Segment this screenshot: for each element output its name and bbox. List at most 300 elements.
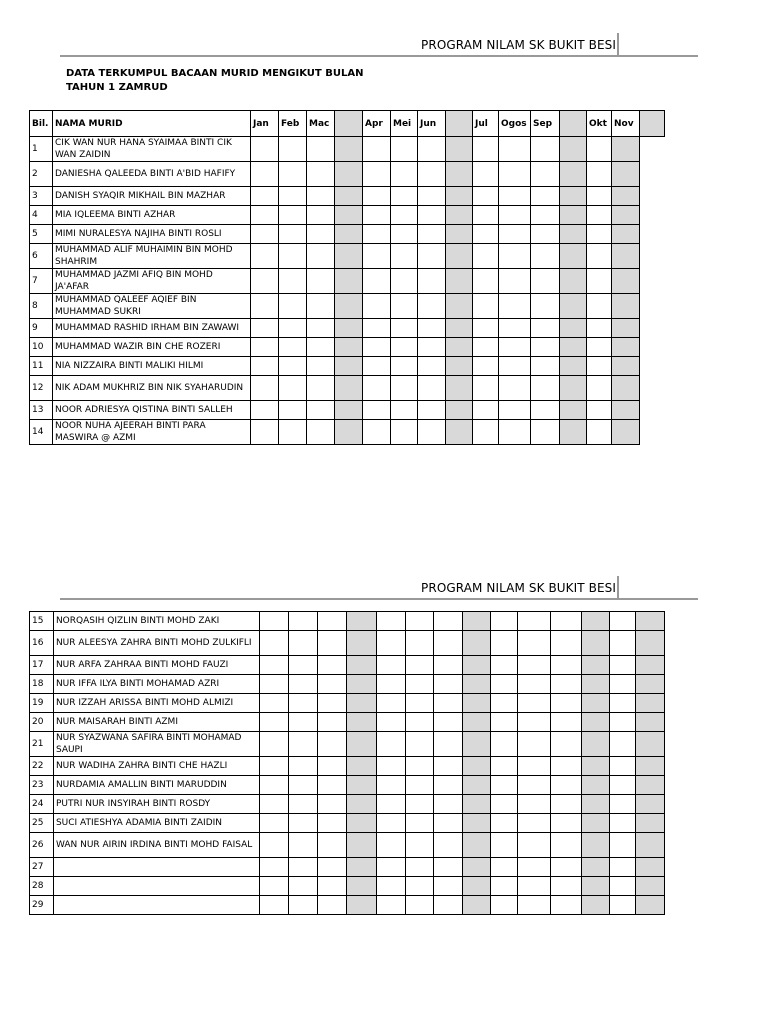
month-cell[interactable] bbox=[376, 795, 405, 814]
month-cell[interactable] bbox=[609, 833, 635, 858]
month-cell[interactable] bbox=[551, 656, 581, 675]
month-cell[interactable] bbox=[499, 162, 531, 187]
month-cell[interactable] bbox=[251, 269, 279, 294]
month-cell[interactable] bbox=[307, 187, 335, 206]
month-cell[interactable] bbox=[335, 244, 363, 269]
month-cell[interactable] bbox=[335, 162, 363, 187]
month-cell[interactable] bbox=[446, 187, 473, 206]
month-cell[interactable] bbox=[446, 206, 473, 225]
month-cell[interactable] bbox=[363, 401, 391, 420]
month-cell[interactable] bbox=[560, 294, 587, 319]
month-cell[interactable] bbox=[551, 675, 581, 694]
month-cell[interactable] bbox=[433, 877, 462, 896]
month-cell[interactable] bbox=[560, 420, 587, 445]
month-cell[interactable] bbox=[581, 877, 609, 896]
month-cell[interactable] bbox=[446, 294, 473, 319]
month-cell[interactable] bbox=[405, 732, 433, 757]
month-cell[interactable] bbox=[260, 631, 289, 656]
month-cell[interactable] bbox=[405, 694, 433, 713]
month-cell[interactable] bbox=[491, 656, 518, 675]
month-cell[interactable] bbox=[587, 225, 612, 244]
month-cell[interactable] bbox=[551, 713, 581, 732]
month-cell[interactable] bbox=[363, 244, 391, 269]
month-cell[interactable] bbox=[518, 833, 551, 858]
month-cell[interactable] bbox=[289, 656, 318, 675]
month-cell[interactable] bbox=[473, 338, 499, 357]
month-cell[interactable] bbox=[499, 137, 531, 162]
month-cell[interactable] bbox=[612, 401, 640, 420]
month-cell[interactable] bbox=[635, 896, 664, 915]
month-cell[interactable] bbox=[635, 814, 664, 833]
month-cell[interactable] bbox=[531, 162, 560, 187]
month-cell[interactable] bbox=[279, 357, 307, 376]
month-cell[interactable] bbox=[462, 877, 490, 896]
month-cell[interactable] bbox=[405, 675, 433, 694]
month-cell[interactable] bbox=[347, 776, 376, 795]
month-cell[interactable] bbox=[405, 757, 433, 776]
month-cell[interactable] bbox=[391, 225, 418, 244]
month-cell[interactable] bbox=[318, 833, 347, 858]
month-cell[interactable] bbox=[347, 896, 376, 915]
month-cell[interactable] bbox=[587, 137, 612, 162]
month-cell[interactable] bbox=[499, 187, 531, 206]
month-cell[interactable] bbox=[462, 896, 490, 915]
month-cell[interactable] bbox=[376, 713, 405, 732]
month-cell[interactable] bbox=[581, 656, 609, 675]
month-cell[interactable] bbox=[587, 269, 612, 294]
month-cell[interactable] bbox=[318, 757, 347, 776]
month-cell[interactable] bbox=[433, 757, 462, 776]
month-cell[interactable] bbox=[347, 858, 376, 877]
month-cell[interactable] bbox=[491, 858, 518, 877]
month-cell[interactable] bbox=[609, 631, 635, 656]
month-cell[interactable] bbox=[518, 694, 551, 713]
month-cell[interactable] bbox=[499, 244, 531, 269]
month-cell[interactable] bbox=[609, 776, 635, 795]
month-cell[interactable] bbox=[560, 225, 587, 244]
month-cell[interactable] bbox=[433, 656, 462, 675]
month-cell[interactable] bbox=[518, 896, 551, 915]
month-cell[interactable] bbox=[418, 225, 446, 244]
month-cell[interactable] bbox=[518, 612, 551, 631]
month-cell[interactable] bbox=[612, 319, 640, 338]
month-cell[interactable] bbox=[335, 420, 363, 445]
month-cell[interactable] bbox=[462, 795, 490, 814]
month-cell[interactable] bbox=[473, 376, 499, 401]
month-cell[interactable] bbox=[491, 877, 518, 896]
month-cell[interactable] bbox=[405, 795, 433, 814]
month-cell[interactable] bbox=[289, 757, 318, 776]
month-cell[interactable] bbox=[318, 694, 347, 713]
month-cell[interactable] bbox=[635, 833, 664, 858]
month-cell[interactable] bbox=[418, 162, 446, 187]
month-cell[interactable] bbox=[279, 269, 307, 294]
month-cell[interactable] bbox=[347, 713, 376, 732]
month-cell[interactable] bbox=[560, 269, 587, 294]
month-cell[interactable] bbox=[609, 656, 635, 675]
month-cell[interactable] bbox=[376, 858, 405, 877]
month-cell[interactable] bbox=[307, 357, 335, 376]
month-cell[interactable] bbox=[318, 612, 347, 631]
month-cell[interactable] bbox=[391, 244, 418, 269]
month-cell[interactable] bbox=[635, 656, 664, 675]
month-cell[interactable] bbox=[260, 795, 289, 814]
month-cell[interactable] bbox=[260, 814, 289, 833]
month-cell[interactable] bbox=[446, 137, 473, 162]
month-cell[interactable] bbox=[499, 294, 531, 319]
month-cell[interactable] bbox=[391, 137, 418, 162]
month-cell[interactable] bbox=[318, 675, 347, 694]
month-cell[interactable] bbox=[560, 376, 587, 401]
month-cell[interactable] bbox=[391, 294, 418, 319]
month-cell[interactable] bbox=[531, 401, 560, 420]
month-cell[interactable] bbox=[335, 187, 363, 206]
month-cell[interactable] bbox=[612, 338, 640, 357]
month-cell[interactable] bbox=[462, 713, 490, 732]
month-cell[interactable] bbox=[609, 675, 635, 694]
month-cell[interactable] bbox=[260, 896, 289, 915]
month-cell[interactable] bbox=[251, 357, 279, 376]
month-cell[interactable] bbox=[405, 776, 433, 795]
month-cell[interactable] bbox=[609, 858, 635, 877]
month-cell[interactable] bbox=[612, 137, 640, 162]
month-cell[interactable] bbox=[391, 357, 418, 376]
month-cell[interactable] bbox=[279, 187, 307, 206]
month-cell[interactable] bbox=[376, 833, 405, 858]
month-cell[interactable] bbox=[405, 833, 433, 858]
month-cell[interactable] bbox=[612, 269, 640, 294]
month-cell[interactable] bbox=[446, 420, 473, 445]
month-cell[interactable] bbox=[473, 225, 499, 244]
month-cell[interactable] bbox=[260, 833, 289, 858]
month-cell[interactable] bbox=[491, 814, 518, 833]
month-cell[interactable] bbox=[581, 795, 609, 814]
month-cell[interactable] bbox=[581, 631, 609, 656]
month-cell[interactable] bbox=[347, 833, 376, 858]
month-cell[interactable] bbox=[446, 319, 473, 338]
month-cell[interactable] bbox=[531, 244, 560, 269]
month-cell[interactable] bbox=[609, 896, 635, 915]
month-cell[interactable] bbox=[307, 294, 335, 319]
month-cell[interactable] bbox=[446, 225, 473, 244]
month-cell[interactable] bbox=[335, 319, 363, 338]
month-cell[interactable] bbox=[251, 187, 279, 206]
month-cell[interactable] bbox=[335, 376, 363, 401]
month-cell[interactable] bbox=[376, 694, 405, 713]
month-cell[interactable] bbox=[462, 833, 490, 858]
month-cell[interactable] bbox=[418, 187, 446, 206]
month-cell[interactable] bbox=[433, 675, 462, 694]
month-cell[interactable] bbox=[307, 319, 335, 338]
month-cell[interactable] bbox=[560, 244, 587, 269]
month-cell[interactable] bbox=[499, 225, 531, 244]
month-cell[interactable] bbox=[635, 631, 664, 656]
month-cell[interactable] bbox=[347, 612, 376, 631]
month-cell[interactable] bbox=[491, 713, 518, 732]
month-cell[interactable] bbox=[560, 206, 587, 225]
month-cell[interactable] bbox=[405, 814, 433, 833]
month-cell[interactable] bbox=[518, 776, 551, 795]
month-cell[interactable] bbox=[560, 187, 587, 206]
month-cell[interactable] bbox=[433, 814, 462, 833]
month-cell[interactable] bbox=[446, 338, 473, 357]
month-cell[interactable] bbox=[307, 206, 335, 225]
month-cell[interactable] bbox=[418, 420, 446, 445]
month-cell[interactable] bbox=[462, 732, 490, 757]
month-cell[interactable] bbox=[279, 420, 307, 445]
month-cell[interactable] bbox=[491, 896, 518, 915]
month-cell[interactable] bbox=[251, 162, 279, 187]
month-cell[interactable] bbox=[635, 795, 664, 814]
month-cell[interactable] bbox=[289, 833, 318, 858]
month-cell[interactable] bbox=[279, 244, 307, 269]
month-cell[interactable] bbox=[587, 162, 612, 187]
month-cell[interactable] bbox=[581, 858, 609, 877]
month-cell[interactable] bbox=[318, 795, 347, 814]
month-cell[interactable] bbox=[491, 833, 518, 858]
month-cell[interactable] bbox=[531, 294, 560, 319]
month-cell[interactable] bbox=[347, 694, 376, 713]
month-cell[interactable] bbox=[612, 420, 640, 445]
month-cell[interactable] bbox=[499, 420, 531, 445]
month-cell[interactable] bbox=[289, 795, 318, 814]
month-cell[interactable] bbox=[473, 187, 499, 206]
month-cell[interactable] bbox=[279, 401, 307, 420]
month-cell[interactable] bbox=[405, 858, 433, 877]
month-cell[interactable] bbox=[531, 420, 560, 445]
month-cell[interactable] bbox=[405, 656, 433, 675]
month-cell[interactable] bbox=[446, 162, 473, 187]
month-cell[interactable] bbox=[335, 401, 363, 420]
month-cell[interactable] bbox=[260, 858, 289, 877]
month-cell[interactable] bbox=[551, 877, 581, 896]
month-cell[interactable] bbox=[462, 656, 490, 675]
month-cell[interactable] bbox=[446, 401, 473, 420]
month-cell[interactable] bbox=[587, 420, 612, 445]
month-cell[interactable] bbox=[376, 631, 405, 656]
month-cell[interactable] bbox=[279, 338, 307, 357]
month-cell[interactable] bbox=[609, 694, 635, 713]
month-cell[interactable] bbox=[491, 612, 518, 631]
month-cell[interactable] bbox=[279, 162, 307, 187]
month-cell[interactable] bbox=[433, 896, 462, 915]
month-cell[interactable] bbox=[260, 776, 289, 795]
month-cell[interactable] bbox=[491, 732, 518, 757]
month-cell[interactable] bbox=[581, 814, 609, 833]
month-cell[interactable] bbox=[587, 338, 612, 357]
month-cell[interactable] bbox=[418, 294, 446, 319]
month-cell[interactable] bbox=[499, 206, 531, 225]
month-cell[interactable] bbox=[405, 896, 433, 915]
month-cell[interactable] bbox=[251, 225, 279, 244]
month-cell[interactable] bbox=[581, 675, 609, 694]
month-cell[interactable] bbox=[405, 612, 433, 631]
month-cell[interactable] bbox=[518, 877, 551, 896]
month-cell[interactable] bbox=[462, 631, 490, 656]
month-cell[interactable] bbox=[391, 162, 418, 187]
month-cell[interactable] bbox=[551, 833, 581, 858]
month-cell[interactable] bbox=[518, 656, 551, 675]
month-cell[interactable] bbox=[462, 612, 490, 631]
month-cell[interactable] bbox=[499, 269, 531, 294]
month-cell[interactable] bbox=[260, 732, 289, 757]
month-cell[interactable] bbox=[491, 694, 518, 713]
month-cell[interactable] bbox=[363, 294, 391, 319]
month-cell[interactable] bbox=[581, 612, 609, 631]
month-cell[interactable] bbox=[260, 713, 289, 732]
month-cell[interactable] bbox=[433, 732, 462, 757]
month-cell[interactable] bbox=[433, 631, 462, 656]
month-cell[interactable] bbox=[318, 713, 347, 732]
month-cell[interactable] bbox=[612, 225, 640, 244]
month-cell[interactable] bbox=[391, 376, 418, 401]
month-cell[interactable] bbox=[473, 357, 499, 376]
month-cell[interactable] bbox=[462, 757, 490, 776]
month-cell[interactable] bbox=[433, 833, 462, 858]
month-cell[interactable] bbox=[347, 877, 376, 896]
month-cell[interactable] bbox=[560, 162, 587, 187]
month-cell[interactable] bbox=[347, 814, 376, 833]
month-cell[interactable] bbox=[635, 858, 664, 877]
month-cell[interactable] bbox=[635, 776, 664, 795]
month-cell[interactable] bbox=[289, 631, 318, 656]
month-cell[interactable] bbox=[376, 675, 405, 694]
month-cell[interactable] bbox=[376, 814, 405, 833]
month-cell[interactable] bbox=[289, 858, 318, 877]
month-cell[interactable] bbox=[473, 137, 499, 162]
month-cell[interactable] bbox=[318, 776, 347, 795]
month-cell[interactable] bbox=[491, 675, 518, 694]
month-cell[interactable] bbox=[318, 877, 347, 896]
month-cell[interactable] bbox=[307, 225, 335, 244]
month-cell[interactable] bbox=[251, 137, 279, 162]
month-cell[interactable] bbox=[363, 206, 391, 225]
month-cell[interactable] bbox=[581, 713, 609, 732]
month-cell[interactable] bbox=[518, 795, 551, 814]
month-cell[interactable] bbox=[635, 694, 664, 713]
month-cell[interactable] bbox=[363, 357, 391, 376]
month-cell[interactable] bbox=[260, 694, 289, 713]
month-cell[interactable] bbox=[473, 294, 499, 319]
month-cell[interactable] bbox=[560, 401, 587, 420]
month-cell[interactable] bbox=[307, 269, 335, 294]
month-cell[interactable] bbox=[318, 631, 347, 656]
month-cell[interactable] bbox=[418, 338, 446, 357]
month-cell[interactable] bbox=[551, 694, 581, 713]
month-cell[interactable] bbox=[551, 612, 581, 631]
month-cell[interactable] bbox=[551, 757, 581, 776]
month-cell[interactable] bbox=[418, 137, 446, 162]
month-cell[interactable] bbox=[635, 732, 664, 757]
month-cell[interactable] bbox=[376, 656, 405, 675]
month-cell[interactable] bbox=[251, 420, 279, 445]
month-cell[interactable] bbox=[363, 162, 391, 187]
month-cell[interactable] bbox=[289, 713, 318, 732]
month-cell[interactable] bbox=[499, 338, 531, 357]
month-cell[interactable] bbox=[531, 187, 560, 206]
month-cell[interactable] bbox=[551, 858, 581, 877]
month-cell[interactable] bbox=[318, 732, 347, 757]
month-cell[interactable] bbox=[289, 896, 318, 915]
month-cell[interactable] bbox=[418, 357, 446, 376]
month-cell[interactable] bbox=[376, 612, 405, 631]
month-cell[interactable] bbox=[446, 376, 473, 401]
month-cell[interactable] bbox=[531, 225, 560, 244]
month-cell[interactable] bbox=[363, 376, 391, 401]
month-cell[interactable] bbox=[347, 732, 376, 757]
month-cell[interactable] bbox=[531, 206, 560, 225]
month-cell[interactable] bbox=[433, 612, 462, 631]
month-cell[interactable] bbox=[391, 187, 418, 206]
month-cell[interactable] bbox=[307, 420, 335, 445]
month-cell[interactable] bbox=[518, 631, 551, 656]
month-cell[interactable] bbox=[418, 244, 446, 269]
month-cell[interactable] bbox=[491, 631, 518, 656]
month-cell[interactable] bbox=[418, 319, 446, 338]
month-cell[interactable] bbox=[347, 656, 376, 675]
month-cell[interactable] bbox=[347, 631, 376, 656]
month-cell[interactable] bbox=[491, 757, 518, 776]
month-cell[interactable] bbox=[587, 206, 612, 225]
month-cell[interactable] bbox=[433, 795, 462, 814]
month-cell[interactable] bbox=[612, 206, 640, 225]
month-cell[interactable] bbox=[491, 795, 518, 814]
month-cell[interactable] bbox=[251, 206, 279, 225]
month-cell[interactable] bbox=[560, 338, 587, 357]
month-cell[interactable] bbox=[260, 656, 289, 675]
month-cell[interactable] bbox=[405, 877, 433, 896]
month-cell[interactable] bbox=[318, 656, 347, 675]
month-cell[interactable] bbox=[612, 376, 640, 401]
month-cell[interactable] bbox=[347, 757, 376, 776]
month-cell[interactable] bbox=[609, 757, 635, 776]
month-cell[interactable] bbox=[560, 137, 587, 162]
month-cell[interactable] bbox=[473, 420, 499, 445]
month-cell[interactable] bbox=[499, 357, 531, 376]
month-cell[interactable] bbox=[581, 896, 609, 915]
month-cell[interactable] bbox=[335, 269, 363, 294]
month-cell[interactable] bbox=[587, 357, 612, 376]
month-cell[interactable] bbox=[612, 244, 640, 269]
month-cell[interactable] bbox=[363, 420, 391, 445]
month-cell[interactable] bbox=[462, 814, 490, 833]
month-cell[interactable] bbox=[405, 631, 433, 656]
month-cell[interactable] bbox=[587, 376, 612, 401]
month-cell[interactable] bbox=[289, 675, 318, 694]
month-cell[interactable] bbox=[376, 877, 405, 896]
month-cell[interactable] bbox=[363, 338, 391, 357]
month-cell[interactable] bbox=[418, 269, 446, 294]
month-cell[interactable] bbox=[531, 269, 560, 294]
month-cell[interactable] bbox=[335, 357, 363, 376]
month-cell[interactable] bbox=[418, 376, 446, 401]
month-cell[interactable] bbox=[260, 877, 289, 896]
month-cell[interactable] bbox=[318, 814, 347, 833]
month-cell[interactable] bbox=[609, 713, 635, 732]
month-cell[interactable] bbox=[446, 269, 473, 294]
month-cell[interactable] bbox=[289, 877, 318, 896]
month-cell[interactable] bbox=[491, 776, 518, 795]
month-cell[interactable] bbox=[279, 137, 307, 162]
month-cell[interactable] bbox=[531, 137, 560, 162]
month-cell[interactable] bbox=[581, 833, 609, 858]
month-cell[interactable] bbox=[518, 732, 551, 757]
month-cell[interactable] bbox=[531, 357, 560, 376]
month-cell[interactable] bbox=[279, 319, 307, 338]
month-cell[interactable] bbox=[391, 319, 418, 338]
month-cell[interactable] bbox=[279, 225, 307, 244]
month-cell[interactable] bbox=[531, 319, 560, 338]
